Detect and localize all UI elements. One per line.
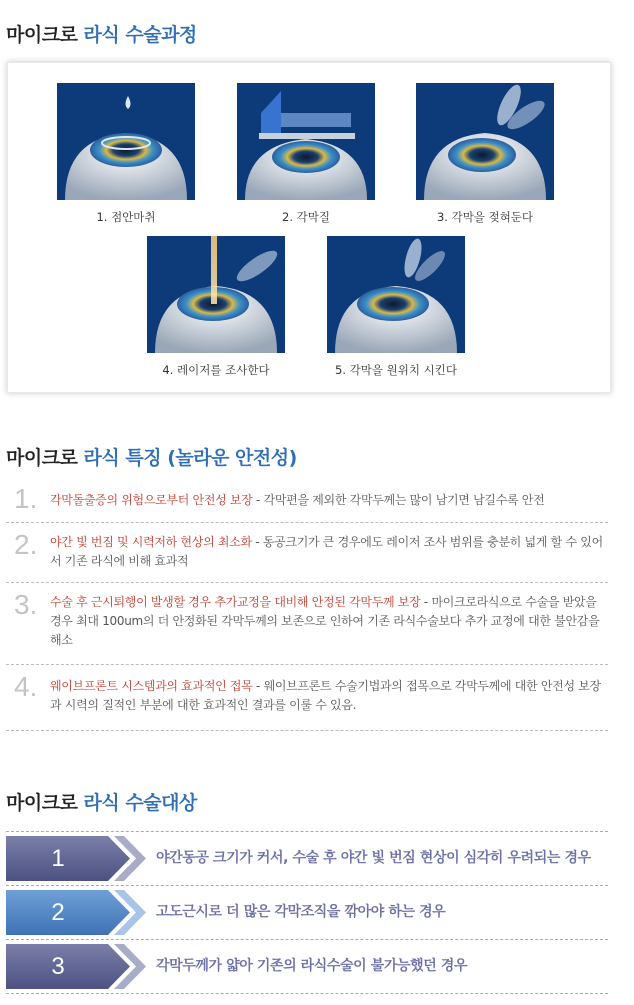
step-1 — [57, 83, 195, 225]
step-1-caption: 1. 점안마취 — [96, 210, 156, 224]
feature-description: - 웨이브프론트 수술기법과의 접목으로 각막두께에 대한 안전성 보장과 시력의 질적인 부분에 대한 효과적인 결과를 이룰 수 있음. — [50, 679, 601, 712]
feature-item-1 — [6, 481, 608, 523]
feature-text — [50, 533, 608, 571]
features-title-accent: 라식 특징 (놀라운 안전성) — [83, 447, 297, 469]
eye-drop-icon — [57, 83, 195, 200]
feature-number: 1. — [14, 483, 38, 514]
feature-highlight: 야간 빛 번짐 및 시력저하 현상의 최소화 — [50, 535, 252, 549]
process-title-prefix: 마이크로 — [6, 24, 78, 46]
flap-replace-icon — [327, 236, 465, 353]
features-list — [6, 481, 608, 731]
features-title-prefix: 마이크로 — [6, 447, 78, 469]
targets-section-title — [6, 788, 197, 815]
target-text: 야간동공 크기가 커서, 수술 후 야간 빛 번짐 현상이 심각히 우려되는 경우 — [156, 850, 591, 866]
surgery-process-panel — [7, 62, 611, 393]
feature-highlight: 각막돌출증의 위험으로부터 안전성 보장 — [50, 493, 253, 507]
feature-item-3 — [6, 583, 608, 665]
step-5 — [327, 236, 465, 378]
targets-title-prefix: 마이크로 — [6, 792, 78, 814]
feature-number: 3. — [14, 589, 38, 620]
feature-text — [50, 677, 608, 715]
step-2-caption: 2. 각막질 — [282, 210, 330, 224]
step-1-eye-illustration — [57, 83, 195, 200]
step-4-caption: 4. 레이저를 조사한다 — [162, 363, 270, 377]
target-item-1 — [6, 832, 608, 886]
target-number: 3 — [51, 953, 65, 980]
step-4 — [147, 236, 285, 378]
target-item-3 — [6, 940, 608, 994]
features-section-title — [6, 443, 297, 470]
step-2-eye-illustration — [237, 83, 375, 200]
target-number: 2 — [51, 899, 65, 926]
step-5-caption: 5. 각막을 원위치 시킨다 — [335, 363, 457, 377]
target-text: 고도근시로 더 많은 각막조직을 깎아야 하는 경우 — [156, 904, 446, 920]
microkeratome-icon — [237, 83, 375, 200]
process-section-title — [6, 20, 197, 47]
feature-number: 2. — [14, 529, 38, 560]
step-5-eye-illustration — [327, 236, 465, 353]
feature-description: - 각막편을 제외한 각막두께는 많이 남기면 남길수록 안전 — [252, 493, 545, 507]
feature-number: 4. — [14, 671, 38, 702]
step-3 — [416, 83, 554, 225]
corneal-flap-icon — [416, 83, 554, 200]
process-title-accent: 라식 수술과정 — [83, 24, 197, 46]
target-text: 각막두께가 얇아 기존의 라식수술이 불가능했던 경우 — [156, 958, 468, 974]
feature-highlight: 웨이브프론트 시스템과의 효과적인 접목 — [50, 679, 253, 693]
target-item-2 — [6, 886, 608, 940]
feature-item-4 — [6, 665, 608, 731]
feature-text — [50, 491, 608, 510]
feature-text — [50, 593, 608, 650]
step-3-caption: 3. 각막을 젖혀둔다 — [436, 210, 534, 224]
step-2 — [237, 83, 375, 225]
laser-beam-icon — [147, 236, 285, 353]
feature-item-2 — [6, 523, 608, 583]
feature-description: - 동공크기가 큰 경우에도 레이저 조사 범위를 충분히 넓게 할 수 있어서 기존 라식에 비해 효과적 — [50, 535, 603, 568]
feature-description: - 마이크로라식으로 수술을 받았을 경우 최대 100um의 더 안정화된 각막두께의 보존으로 인하여 기존 라식수술보다 추가 교정에 대한 불안감을 해소 — [50, 595, 600, 647]
target-number: 1 — [51, 845, 65, 872]
targets-list — [6, 831, 608, 994]
step-3-eye-illustration — [416, 83, 554, 200]
feature-highlight: 수술 후 근시퇴행이 발생할 경우 추가교정을 대비해 안정된 각막두께 보장 — [50, 595, 421, 609]
targets-title-accent: 라식 수술대상 — [83, 792, 197, 814]
step-4-eye-illustration — [147, 236, 285, 353]
